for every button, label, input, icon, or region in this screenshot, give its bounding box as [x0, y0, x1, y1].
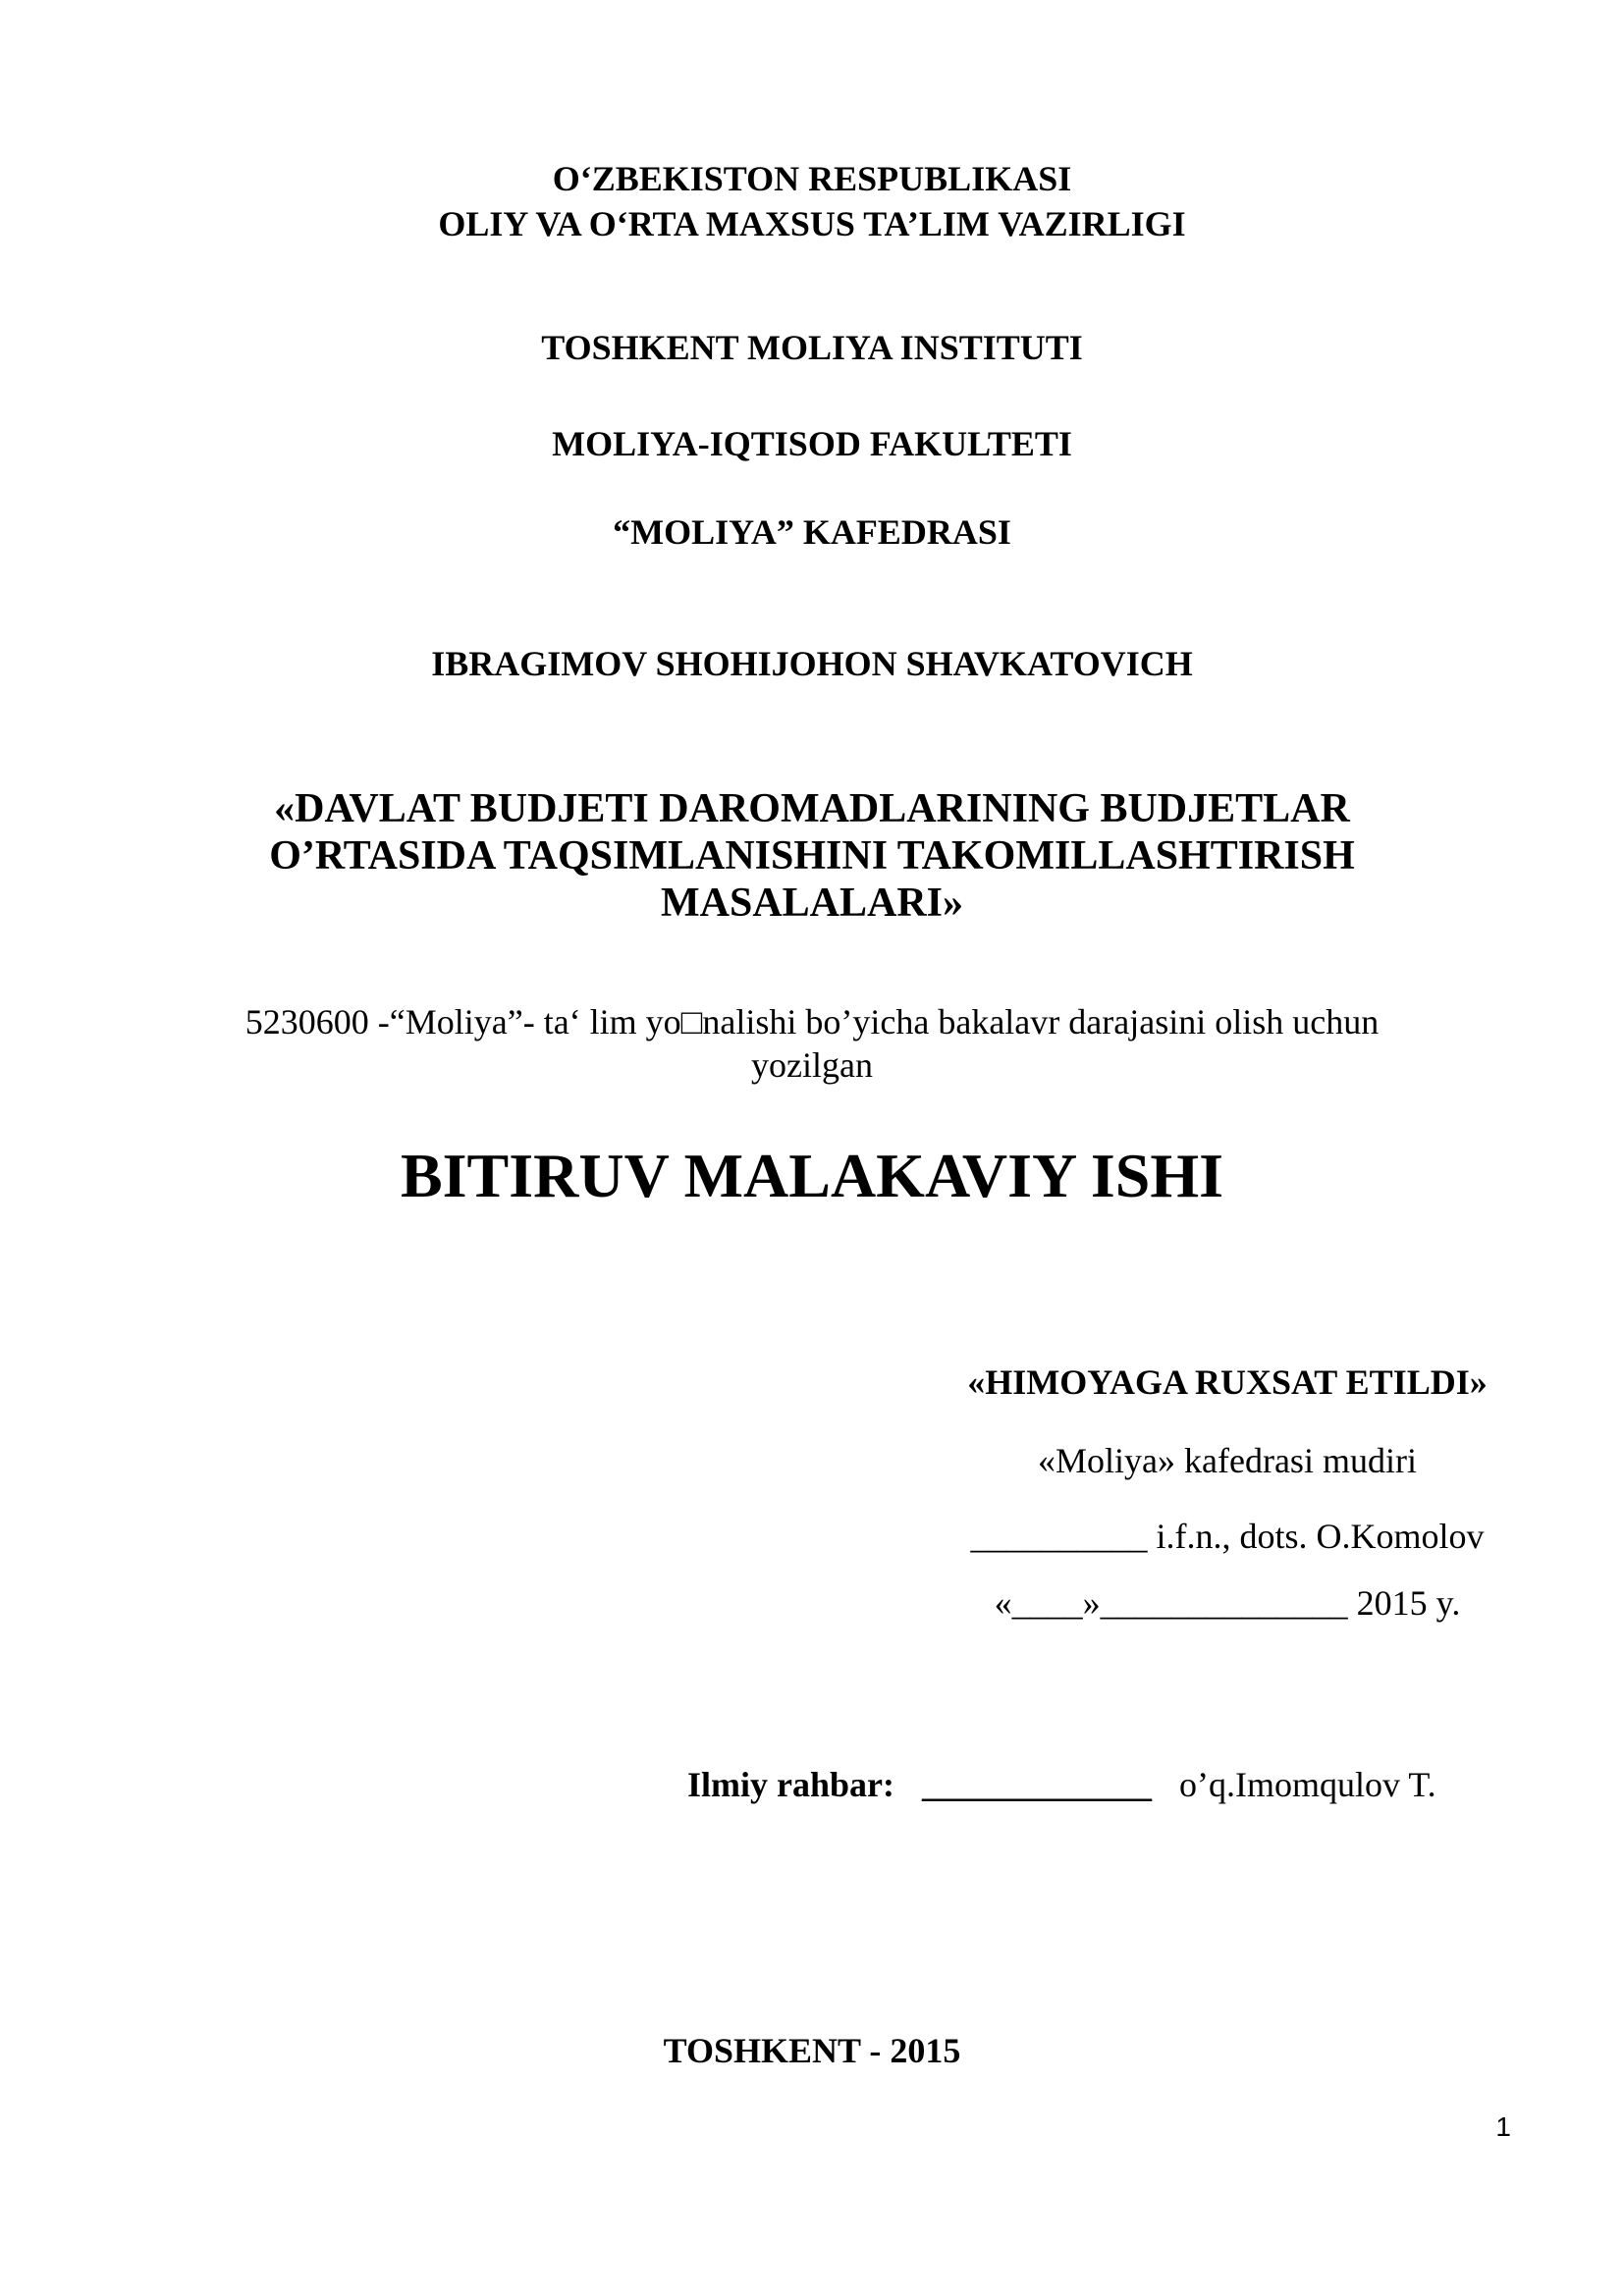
ministry-line-1: O‘ZBEKISTON RESPUBLIKASI [552, 159, 1072, 198]
faculty-name: MOLIYA-IQTISOD FAKULTETI [552, 424, 1072, 463]
specialty-line-2: yozilgan [751, 1045, 873, 1085]
page-number: 1 [1495, 2111, 1511, 2142]
approval-date: «____»______________ 2015 y. [994, 1583, 1461, 1623]
topic-line-2: O’RTASIDA TAQSIMLANISHINI TAKOMILLASHTIRISH [269, 833, 1355, 879]
approval-role: «Moliya» kafedrasi mudiri [1038, 1441, 1417, 1480]
approval-title: «HIMOYAGA RUXSAT ETILDI» [967, 1362, 1488, 1402]
topic-line-3: MASALALARI» [660, 881, 964, 926]
advisor-line [687, 1762, 1436, 1807]
ministry-line-2: OLIY VA O‘RTA MAXSUS TA’LIM VAZIRLIGI [438, 204, 1186, 243]
department-name: “MOLIYA” KAFEDRASI [613, 512, 1011, 552]
topic-line-1: «DAVLAT BUDJETI DAROMADLARINING BUDJETLAR [274, 786, 1350, 831]
advisor-signature-line: _____________ [922, 1765, 1152, 1804]
approval-head-signature: __________ i.f.n., dots. O.Komolov [970, 1517, 1485, 1556]
specialty-line-1: 5230600 -“Moliya”- ta‘ lim yo□nalishi bo’yicha bakalavr darajasini olish uchun [244, 1002, 1380, 1041]
city-year: TOSHKENT - 2015 [663, 2031, 961, 2070]
work-type-title: BITIRUV MALAKAVIY ISHI [400, 1141, 1224, 1210]
institute-name: TOSHKENT MOLIYA INSTITUTI [541, 328, 1083, 367]
advisor-label: Ilmiy rahbar: [687, 1765, 894, 1804]
advisor-name: o’q.Imomqulov T. [1179, 1765, 1436, 1804]
author-name: IBRAGIMOV SHOHIJOHON SHAVKATOVICH [431, 644, 1193, 683]
